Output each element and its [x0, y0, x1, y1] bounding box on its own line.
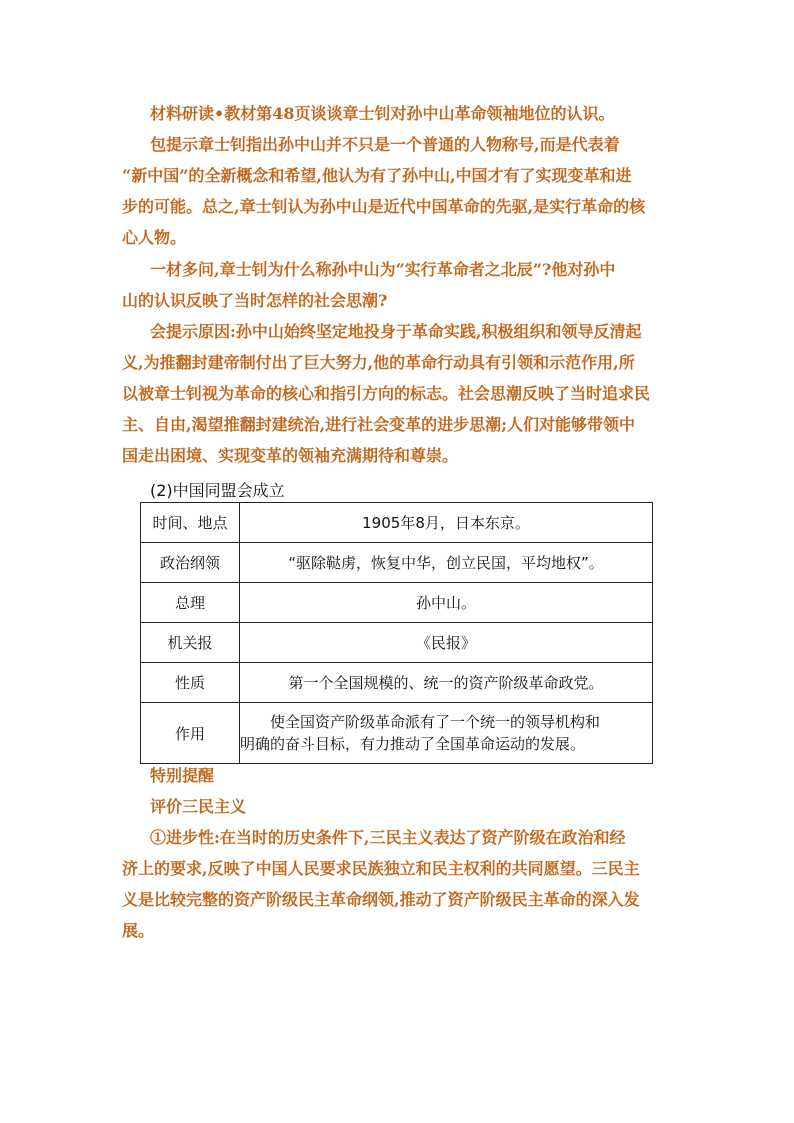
row-value: 《民报》 — [240, 623, 653, 663]
notice-block — [150, 760, 680, 822]
material-block — [122, 98, 678, 253]
answer-line: “新中国”的全新概念和希望,他认为有了孙中山,中国才有了实现变革和进 — [122, 166, 632, 185]
hint-block — [122, 316, 678, 471]
table-row — [141, 623, 653, 663]
answer-line: 步的可能。总之,章士钊认为孙中山是近代中国革命的先驱,是实行革命的核 — [122, 197, 646, 216]
league-info-table — [140, 502, 653, 764]
notice-line: ①进步性:在当时的历史条件下,三民主义表达了资产阶级在政治和经 — [150, 828, 626, 847]
table-row — [141, 543, 653, 583]
table-row — [141, 583, 653, 623]
row-label: 机关报 — [141, 623, 240, 663]
row-value — [240, 703, 653, 764]
material-heading: 材料研读•教材第48页谈谈章士钊对孙中山革命领袖地位的认识。 — [150, 104, 615, 123]
row-value: 1905年8月，日本东京。 — [240, 503, 653, 543]
row-label: 总理 — [141, 583, 240, 623]
notice-title: 特别提醒 — [150, 766, 215, 785]
table-row — [141, 703, 653, 764]
notice-body — [122, 822, 678, 946]
question-line: 山的认识反映了当时怎样的社会思潮? — [122, 291, 388, 310]
row-value: 孙中山。 — [240, 583, 653, 623]
question-line: 一材多问,章士钊为什么称孙中山为“实行革命者之北辰”?他对孙中 — [150, 260, 616, 279]
row-value-line: 明确的奋斗目标，有力推动了全国革命运动的发展。 — [240, 735, 586, 753]
question-block — [122, 254, 678, 316]
row-value: 第一个全国规模的、统一的资产阶级革命政党。 — [240, 663, 653, 703]
row-label: 政治纲领 — [141, 543, 240, 583]
hint-line: 义,为推翻封建帝制付出了巨大努力,他的革命行动具有引领和示范作用,所 — [122, 353, 635, 372]
row-value: “驱除鞑虏，恢复中华，创立民国，平均地权”。 — [240, 543, 653, 583]
table-row — [141, 503, 653, 543]
row-label: 时间、地点 — [141, 503, 240, 543]
answer-line: 包提示章士钊指出孙中山并不只是一个普通的人物称号,而是代表着 — [150, 135, 620, 154]
row-value-line: 使全国资产阶级革命派有了一个统一的领导机构和 — [270, 713, 601, 731]
hint-line: 国走出困境、实现变革的领袖充满期待和尊崇。 — [122, 446, 459, 465]
notice-line: 展。 — [122, 921, 155, 940]
notice-line: 济上的要求,反映了中国人民要求民族独立和民主权利的共同愿望。三民主 — [122, 859, 640, 878]
row-label: 性质 — [141, 663, 240, 703]
hint-line: 主、自由,渴望推翻封建统治,进行社会变革的进步思潮;人们对能够带领中 — [122, 415, 636, 434]
hint-line: 以被章士钊视为革命的核心和指引方向的标志。社会思潮反映了当时追求民 — [122, 384, 651, 403]
notice-subtitle: 评价三民主义 — [150, 797, 247, 816]
section-title: (2)中国同盟会成立 — [150, 481, 285, 500]
answer-line: 心人物。 — [122, 228, 187, 247]
table-row — [141, 663, 653, 703]
row-label: 作用 — [141, 703, 240, 764]
hint-line: 会提示原因:孙中山始终坚定地投身于革命实践,积极组织和领导反清起 — [150, 322, 642, 341]
notice-line: 义是比较完整的资产阶级民主革命纲领,推动了资产阶级民主革命的深入发 — [122, 890, 640, 909]
